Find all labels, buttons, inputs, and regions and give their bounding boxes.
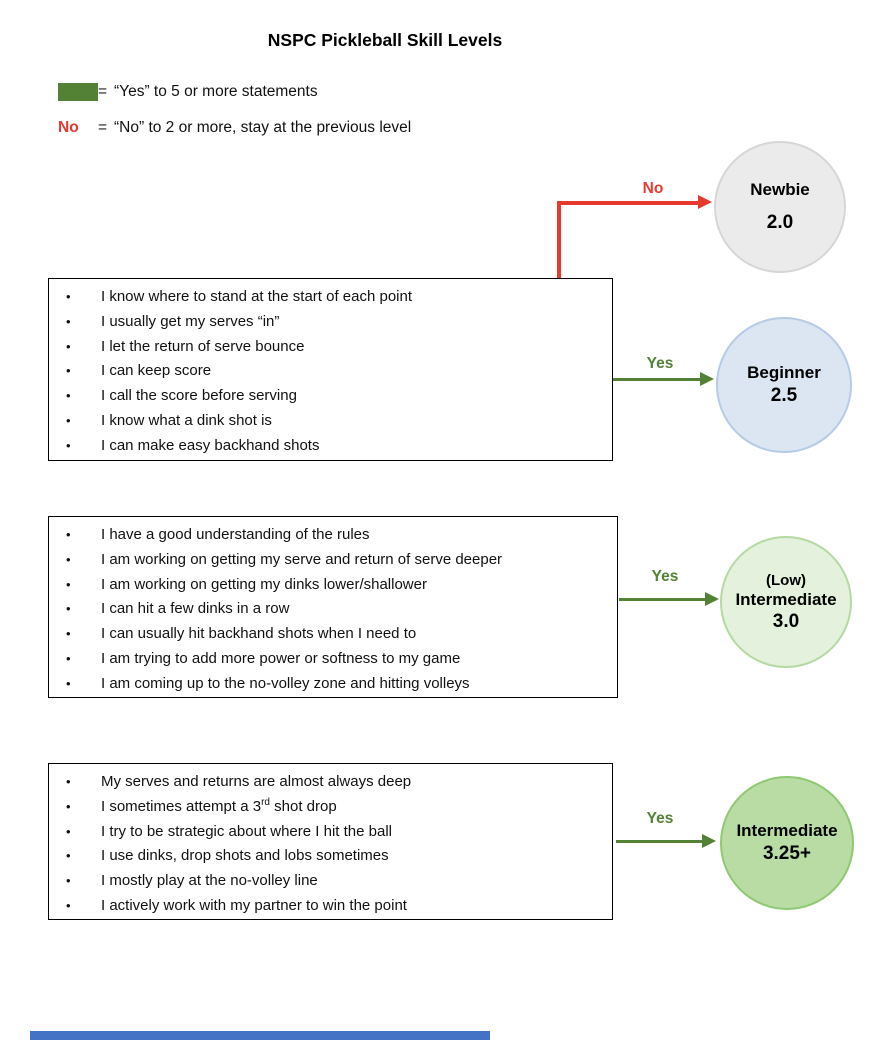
bullet-icon: • bbox=[66, 626, 71, 642]
statement-list bbox=[49, 770, 612, 919]
legend-yes-key: Yes bbox=[58, 83, 98, 101]
superscript-ordinal: rd bbox=[261, 796, 270, 808]
bullet-icon: • bbox=[66, 412, 71, 428]
bullet-icon: • bbox=[66, 289, 71, 304]
statement-item: • I have a good understanding of the rules bbox=[49, 523, 617, 548]
statement-item: • I sometimes attempt a 3rd shot drop bbox=[49, 795, 612, 820]
level-name: Intermediate bbox=[735, 589, 837, 609]
bullet-icon: • bbox=[66, 437, 71, 453]
statement-item: • I usually get my serves “in” bbox=[49, 310, 612, 335]
yes-arrow-2-label: Yes bbox=[651, 568, 679, 585]
statement-item: • I know what a dink shot is bbox=[49, 409, 612, 434]
no-arrow-label: No bbox=[642, 180, 664, 197]
legend-yes-row bbox=[58, 83, 318, 101]
level-circle-low-intermediate bbox=[720, 536, 852, 668]
statement-item: • I can hit a few dinks in a row bbox=[49, 597, 617, 622]
yes-arrow-2-line bbox=[619, 598, 707, 602]
statement-box-low-intermediate bbox=[48, 516, 618, 698]
statement-item: • I can make easy backhand shots bbox=[49, 434, 612, 459]
yes-arrow-1-line bbox=[607, 378, 702, 382]
statement-item: • I am coming up to the no-volley zone and hitting volleys bbox=[49, 672, 617, 697]
bullet-icon: • bbox=[66, 601, 71, 617]
level-circle-newbie bbox=[714, 141, 846, 273]
equals-sign: = bbox=[98, 83, 108, 100]
level-name: Newbie bbox=[750, 180, 810, 199]
bullet-icon: • bbox=[66, 873, 71, 889]
statement-box-intermediate bbox=[48, 763, 613, 920]
bullet-icon: • bbox=[66, 313, 71, 329]
bullet-icon: • bbox=[66, 823, 71, 839]
level-circle-intermediate bbox=[720, 776, 854, 910]
yes-arrow-3-line bbox=[616, 840, 704, 844]
bullet-icon: • bbox=[66, 650, 71, 666]
page-title: NSPC Pickleball Skill Levels bbox=[267, 30, 503, 50]
statement-item: • I mostly play at the no-volley line bbox=[49, 869, 612, 894]
legend-yes-text: “Yes” to 5 or more statements bbox=[114, 83, 318, 100]
no-arrowhead-icon bbox=[698, 195, 712, 209]
bullet-icon: • bbox=[66, 675, 71, 691]
legend-no-row bbox=[58, 119, 411, 137]
no-arrow-vertical-line bbox=[557, 202, 561, 278]
statement-item: • I can keep score bbox=[49, 359, 612, 384]
statement-item: • I actively work with my partner to win the point bbox=[49, 894, 612, 919]
level-rating: 3.25+ bbox=[762, 843, 812, 864]
statement-item: • I know where to stand at the start of each point bbox=[49, 285, 612, 310]
yes-arrowhead-1-icon bbox=[700, 372, 714, 386]
bullet-icon: • bbox=[66, 338, 71, 354]
level-rating: 2.0 bbox=[766, 212, 794, 233]
level-rating: 3.0 bbox=[772, 610, 800, 632]
statement-item: • I am trying to add more power or softness to my game bbox=[49, 647, 617, 672]
statement-item: • I call the score before serving bbox=[49, 384, 612, 409]
yes-arrow-3-label: Yes bbox=[646, 810, 674, 827]
level-name: Beginner bbox=[747, 363, 821, 382]
bullet-icon: • bbox=[66, 576, 71, 592]
statement-item: • I am working on getting my dinks lower/shallower bbox=[49, 573, 617, 598]
bullet-icon: • bbox=[66, 527, 71, 542]
bullet-icon: • bbox=[66, 774, 71, 789]
equals-sign: = bbox=[98, 119, 108, 136]
yes-arrowhead-3-icon bbox=[702, 834, 716, 848]
legend-no-key: No bbox=[58, 119, 79, 136]
statement-item: • I let the return of serve bounce bbox=[49, 335, 612, 360]
statement-item: • My serves and returns are almost always deep bbox=[49, 770, 612, 795]
legend-no-text: “No” to 2 or more, stay at the previous level bbox=[114, 119, 412, 136]
bullet-icon: • bbox=[66, 388, 71, 404]
bottom-accent-bar bbox=[30, 1031, 490, 1040]
statement-box-beginner bbox=[48, 278, 613, 461]
level-name: Intermediate bbox=[736, 821, 838, 840]
bullet-icon: • bbox=[66, 798, 71, 814]
level-rating: 2.5 bbox=[770, 385, 798, 406]
statement-list bbox=[49, 523, 617, 697]
bullet-icon: • bbox=[66, 363, 71, 379]
yes-arrow-1-label: Yes bbox=[646, 355, 674, 372]
bullet-icon: • bbox=[66, 551, 71, 567]
yes-arrowhead-2-icon bbox=[705, 592, 719, 606]
statement-list bbox=[49, 285, 612, 459]
bullet-icon: • bbox=[66, 897, 71, 913]
level-circle-beginner bbox=[716, 317, 852, 453]
bullet-icon: • bbox=[66, 848, 71, 864]
statement-item: • I am working on getting my serve and return of serve deeper bbox=[49, 548, 617, 573]
level-prefix: (Low) bbox=[766, 571, 806, 589]
statement-item: • I use dinks, drop shots and lobs sometimes bbox=[49, 844, 612, 869]
statement-item: • I can usually hit backhand shots when I need to bbox=[49, 622, 617, 647]
no-arrow-horizontal-line bbox=[557, 201, 700, 205]
statement-item: • I try to be strategic about where I hit the ball bbox=[49, 820, 612, 845]
